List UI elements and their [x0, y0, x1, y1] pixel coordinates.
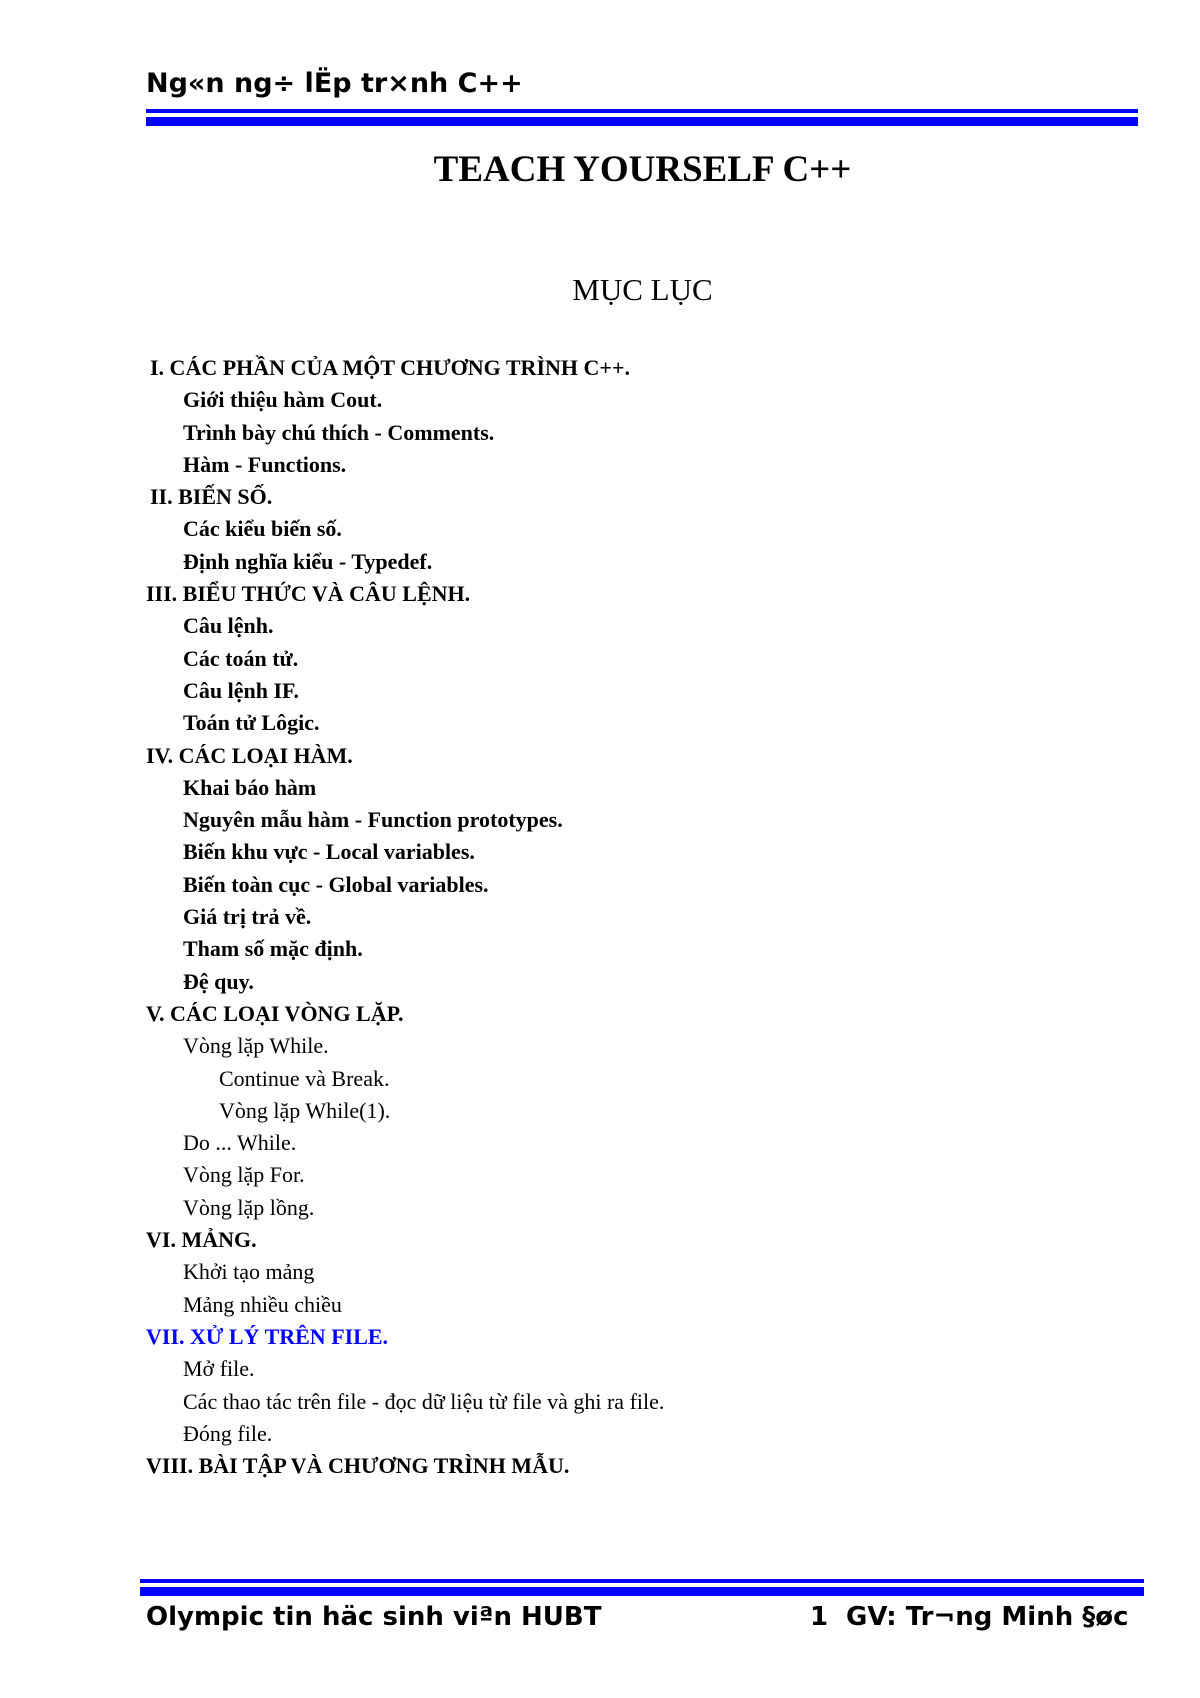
toc-item: Câu lệnh IF. [183, 677, 299, 703]
table-of-contents [0, 352, 1200, 1482]
toc-item: Tham số mặc định. [183, 936, 363, 962]
toc-item: Định nghĩa kiểu - Typedef. [183, 548, 433, 574]
toc-item: Câu lệnh. [183, 613, 274, 639]
toc-item: Hàm - Functions. [183, 451, 347, 477]
toc-item: Vòng lặp For. [183, 1162, 305, 1188]
toc-item: Continue và Break. [219, 1065, 390, 1091]
toc-item: Giá trị trả về. [183, 904, 312, 930]
footer-author: GV: Tr¬ng Minh §øc [846, 1602, 1129, 1632]
toc-item: Vòng lặp lồng. [183, 1194, 315, 1220]
toc-section-heading: VIII. BÀI TẬP VÀ CHƯƠNG TRÌNH MẪU. [146, 1453, 570, 1479]
toc-section-heading: VI. MẢNG. [146, 1227, 257, 1253]
toc-item: Khởi tạo mảng [183, 1259, 315, 1285]
toc-section-heading: IV. CÁC LOẠI HÀM. [146, 742, 353, 768]
toc-item: Khai báo hàm [183, 774, 317, 800]
page-number: 1 [810, 1602, 829, 1632]
running-header: Ng«n ng÷ lËp tr×nh C++ [146, 68, 523, 99]
toc-item: Đệ quy. [183, 968, 254, 994]
toc-item: Các thao tác trên file - đọc dữ liệu từ file và ghi ra file. [183, 1388, 665, 1414]
toc-item: Vòng lặp While(1). [219, 1097, 391, 1123]
toc-item: Đóng file. [183, 1420, 273, 1446]
toc-item: Biến khu vực - Local variables. [183, 839, 475, 865]
toc-item: Trình bày chú thích - Comments. [183, 419, 495, 445]
toc-section-heading: I. CÁC PHẦN CỦA MỘT CHƯƠNG TRÌNH C++. [150, 355, 630, 380]
toc-item: Vòng lặp While. [183, 1033, 329, 1059]
footer-rule-thick [140, 1587, 1144, 1596]
document-title: TEACH YOURSELF C++ [433, 149, 852, 190]
toc-item: Các kiểu biến số. [183, 516, 342, 542]
toc-section-heading: V. CÁC LOẠI VÒNG LẶP. [146, 1000, 404, 1026]
toc-item: Mảng nhiều chiều [183, 1291, 342, 1317]
toc-section-heading: III. BIỂU THỨC VÀ CÂU LỆNH. [146, 581, 471, 607]
toc-item: Các toán tử. [183, 645, 299, 671]
toc-item: Nguyên mẫu hàm - Function prototypes. [183, 807, 563, 833]
toc-section-heading: VII. XỬ LÝ TRÊN FILE. [146, 1323, 389, 1349]
toc-item: Toán tử Lôgic. [183, 710, 320, 736]
toc-heading: MỤC LỤC [572, 272, 713, 307]
footer-left-text: Olympic tin häc sinh viªn HUBT [146, 1602, 602, 1632]
toc-item: Do ... While. [183, 1130, 297, 1156]
toc-item: Giới thiệu hàm Cout. [183, 387, 383, 413]
toc-item: Mở file. [183, 1356, 255, 1382]
toc-item: Biến toàn cục - Global variables. [183, 871, 489, 897]
header-rule-thin [146, 109, 1138, 113]
toc-section-heading: II. BIẾN SỐ. [150, 484, 273, 510]
footer-rule-thin [140, 1579, 1144, 1583]
header-rule-thick [146, 117, 1138, 126]
